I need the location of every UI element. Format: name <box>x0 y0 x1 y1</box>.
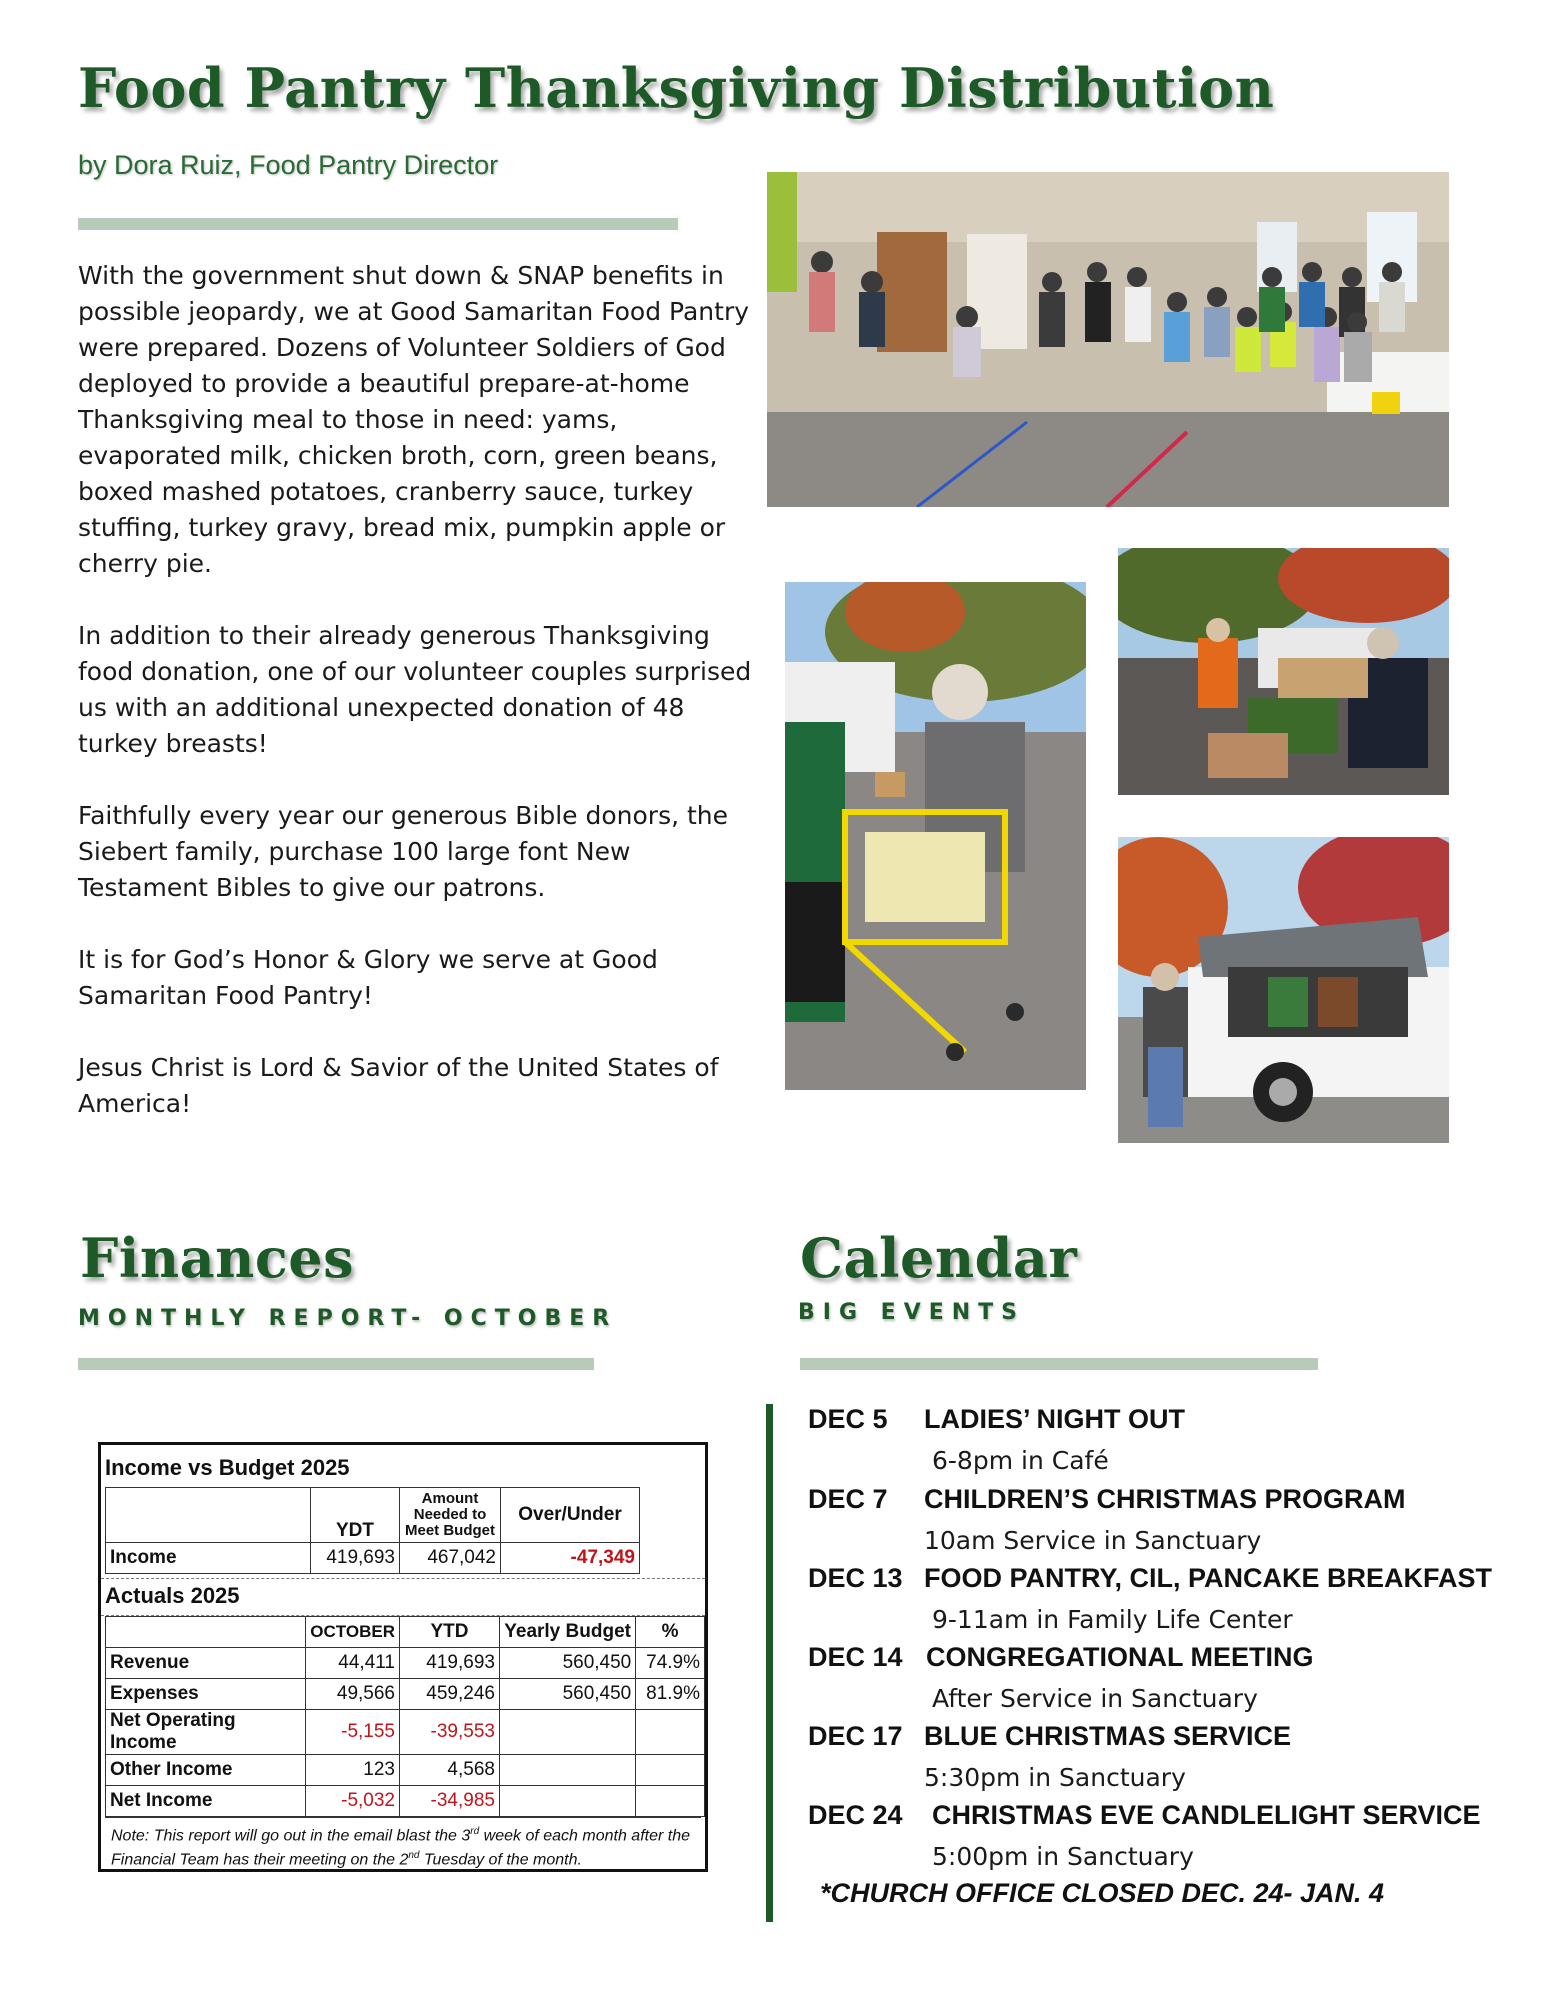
article-paragraph: Jesus Christ is Lord & Savior of the United States of America! <box>78 1053 719 1118</box>
income-over-under: -47,349 <box>501 1543 640 1574</box>
income-budget-table <box>98 1442 708 1872</box>
event-detail: 5:00pm in Sanctuary <box>932 1842 1194 1871</box>
article-byline: by Dora Ruiz, Food Pantry Director <box>78 150 499 180</box>
event-date: DEC 24 <box>808 1800 903 1830</box>
table-note: Note: This report will go out in the email blast the 3rd week of each month after the Financial Team has their meeting on the 2nd Tuesday of the month. <box>105 1817 701 1875</box>
event-row <box>808 1484 1508 1520</box>
article-paragraph: In addition to their already generous Thanksgiving food donation, one of our volunteer couples surprised us with an additional unexpected donation of 48 turkey breasts! <box>78 621 752 758</box>
article-paragraph: Faithfully every year our generous Bible donors, the Siebert family, purchase 100 large font New Testament Bibles to give our patrons. <box>78 801 729 902</box>
actuals-title: Actuals 2025 <box>101 1578 705 1616</box>
col-yearly-budget: Yearly Budget <box>499 1617 635 1648</box>
row-october: 49,566 <box>306 1679 400 1710</box>
row-label: Expenses <box>106 1679 306 1710</box>
table-row <box>106 1786 705 1817</box>
finances-title: Finances <box>80 1226 354 1290</box>
row-budget <box>499 1786 635 1817</box>
table-row <box>106 1679 705 1710</box>
row-budget: 560,450 <box>499 1679 635 1710</box>
income-ydt: 419,693 <box>311 1543 400 1574</box>
finances-divider <box>78 1358 594 1370</box>
event-row <box>808 1563 1508 1599</box>
row-october: -5,155 <box>306 1710 400 1755</box>
table-row <box>106 1710 705 1755</box>
col-over-under: Over/Under <box>501 1488 640 1543</box>
row-ytd: 4,568 <box>400 1755 500 1786</box>
table-row <box>106 1755 705 1786</box>
row-ytd: 459,246 <box>400 1679 500 1710</box>
row-ytd: -39,553 <box>400 1710 500 1755</box>
event-detail: 6-8pm in Café <box>932 1446 1109 1475</box>
event-row <box>808 1721 1508 1757</box>
row-ytd: -34,985 <box>400 1786 500 1817</box>
calendar-divider <box>800 1358 1318 1370</box>
event-date: DEC 13 <box>808 1563 903 1593</box>
income-label: Income <box>106 1543 311 1574</box>
shopping-cart-photo <box>785 582 1086 1090</box>
event-date: DEC 14 <box>808 1642 903 1672</box>
row-label: Revenue <box>106 1648 306 1679</box>
col-october: OCTOBER <box>306 1617 400 1648</box>
row-label: Net Income <box>106 1786 306 1817</box>
row-ytd: 419,693 <box>400 1648 500 1679</box>
event-date: DEC 17 <box>808 1721 903 1751</box>
event-detail: 9-11am in Family Life Center <box>932 1605 1293 1634</box>
article-body <box>78 258 758 1158</box>
calendar-events <box>808 1404 1508 1924</box>
pickup-truck-photo <box>1118 837 1449 1143</box>
table-title: Income vs Budget 2025 <box>105 1455 350 1480</box>
office-closed-note: *CHURCH OFFICE CLOSED DEC. 24- JAN. 4 <box>820 1878 1385 1908</box>
income-summary-table <box>105 1487 640 1574</box>
col-ydt: YDT <box>311 1488 400 1543</box>
income-needed: 467,042 <box>400 1543 501 1574</box>
event-row <box>808 1642 1508 1678</box>
calendar-title: Calendar <box>800 1226 1078 1290</box>
row-october: -5,032 <box>306 1786 400 1817</box>
event-row <box>808 1404 1508 1440</box>
event-title: LADIES’ NIGHT OUT <box>924 1404 1186 1434</box>
actuals-table <box>105 1616 705 1817</box>
row-budget <box>499 1755 635 1786</box>
article-paragraph: It is for God’s Honor & Glory we serve at Good Samaritan Food Pantry! <box>78 945 658 1010</box>
row-percent: 74.9% <box>636 1648 705 1679</box>
row-budget <box>499 1710 635 1755</box>
col-ytd: YTD <box>400 1617 500 1648</box>
row-percent: 81.9% <box>636 1679 705 1710</box>
event-title: BLUE CHRISTMAS SERVICE <box>924 1721 1292 1751</box>
row-budget: 560,450 <box>499 1648 635 1679</box>
event-detail: After Service in Sanctuary <box>932 1684 1258 1713</box>
event-detail: 10am Service in Sanctuary <box>924 1526 1262 1555</box>
calendar-left-bar <box>766 1404 773 1922</box>
finances-subtitle: MONTHLY REPORT- OCTOBER <box>78 1306 618 1331</box>
row-percent <box>636 1786 705 1817</box>
row-percent <box>636 1710 705 1755</box>
event-row <box>808 1800 1508 1836</box>
event-title: FOOD PANTRY, CIL, PANCAKE BREAKFAST <box>924 1563 1493 1593</box>
event-date: DEC 5 <box>808 1404 888 1434</box>
article-title: Food Pantry Thanksgiving Distribution <box>78 56 1275 120</box>
calendar-subtitle: BIG EVENTS <box>798 1300 1026 1325</box>
event-date: DEC 7 <box>808 1484 888 1514</box>
col-percent: % <box>636 1617 705 1648</box>
row-october: 123 <box>306 1755 400 1786</box>
event-title: CHRISTMAS EVE CANDLELIGHT SERVICE <box>932 1800 1481 1830</box>
event-title: CHILDREN’S CHRISTMAS PROGRAM <box>924 1484 1406 1514</box>
truck-produce-photo <box>1118 548 1449 795</box>
row-label: Net Operating Income <box>106 1710 306 1755</box>
table-row <box>106 1648 705 1679</box>
event-title: CONGREGATIONAL MEETING <box>926 1642 1314 1672</box>
volunteers-group-photo <box>767 172 1449 507</box>
row-label: Other Income <box>106 1755 306 1786</box>
article-divider <box>78 218 678 230</box>
row-percent <box>636 1755 705 1786</box>
event-detail: 5:30pm in Sanctuary <box>924 1763 1186 1792</box>
col-needed: Amount Needed to Meet Budget <box>400 1488 501 1543</box>
row-october: 44,411 <box>306 1648 400 1679</box>
article-paragraph: With the government shut down & SNAP benefits in possible jeopardy, we at Good Samaritan Food Pantry were prepared. Dozens of Volunteer Soldiers of God deployed to provide a beautiful prepare-at-home Thanksgiving meal to those in need: yams, evaporated milk, chicken broth, corn, green beans, boxed mashed potatoes, cranberry sauce, turkey stuffing, turkey gravy, bread mix, pumpkin apple or cherry pie. <box>78 261 750 578</box>
